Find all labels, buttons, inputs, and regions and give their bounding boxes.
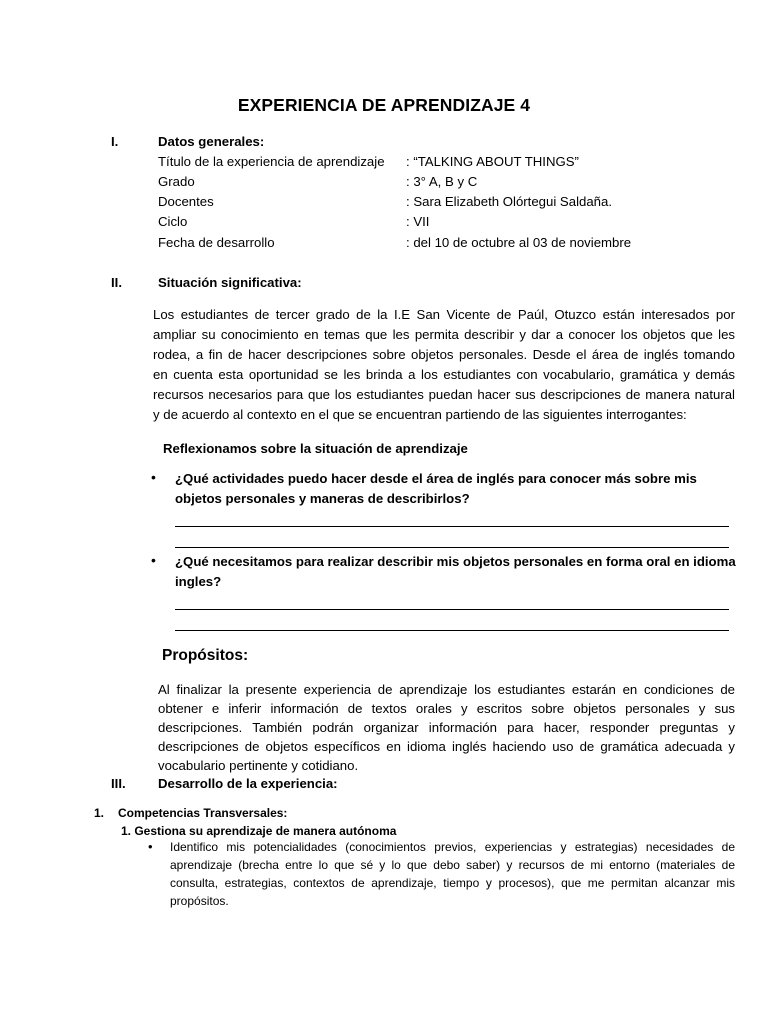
purposes-paragraph bbox=[158, 680, 735, 775]
section-3-numeral: III. bbox=[111, 776, 126, 791]
field-label-title: Título de la experiencia de aprendizaje bbox=[158, 154, 385, 169]
question-2-line-2: ingles? bbox=[175, 574, 222, 589]
paragraph-line: Identifico mis potencialidades (conocimientos previos, experiencias y estrategias) necesidades de bbox=[170, 840, 735, 854]
field-label-dates: Fecha de desarrollo bbox=[158, 235, 275, 250]
situation-paragraph bbox=[153, 305, 735, 425]
page-title: EXPERIENCIA DE APRENDIZAJE 4 bbox=[237, 95, 531, 115]
paragraph-line: consulta, estrategias, contextos de aprendizaje, tiempo y procesos), que me permitan alcanzar mis bbox=[170, 876, 735, 890]
reflection-heading: Reflexionamos sobre la situación de aprendizaje bbox=[163, 441, 468, 456]
field-label-teachers: Docentes bbox=[158, 194, 214, 209]
section-1-heading: Datos generales: bbox=[158, 134, 265, 149]
paragraph-line: en cuenta esta oportunidad se les brinda a los estudiantes con vocabulario, gramática y demás bbox=[153, 367, 735, 382]
competencies-number: 1. bbox=[94, 806, 105, 820]
paragraph-line: rodea, a fin de hacer descripciones sobre objetos personales. Desde el área de inglés tomando bbox=[153, 347, 735, 362]
paragraph-line: descripciones. También podrán organizar información para hacer, responder preguntas y bbox=[158, 720, 735, 735]
answer-line bbox=[175, 630, 729, 631]
question-1-line-1: ¿Qué actividades puedo hacer desde el área de inglés para conocer más sobre mis bbox=[175, 471, 697, 486]
competency-subheading: 1. Gestiona su aprendizaje de manera autónoma bbox=[121, 824, 397, 838]
paragraph-line: ampliar su conocimiento en temas que les permita describir y dar a conocer los objetos que les bbox=[153, 327, 735, 342]
question-1-line-2: objetos personales y maneras de describirlos? bbox=[175, 491, 470, 506]
competencies-heading: Competencias Transversales: bbox=[118, 806, 288, 820]
section-1-numeral: I. bbox=[111, 134, 119, 149]
answer-line bbox=[175, 547, 729, 548]
bullet-icon: • bbox=[151, 469, 156, 485]
field-value-teachers: : Sara Elizabeth Olórtegui Saldaña. bbox=[406, 194, 612, 209]
paragraph-line: aprendizaje (brecha entre lo que sé y lo que debo saber) y recursos de mi entorno (materiales de bbox=[170, 858, 735, 872]
paragraph-line: recursos necesarios para que los estudiantes puedan hacer sus descripciones de manera natural bbox=[153, 387, 735, 402]
field-value-grade: : 3° A, B y C bbox=[406, 174, 478, 189]
competency-bullet-text bbox=[170, 838, 735, 910]
answer-line bbox=[175, 526, 729, 527]
paragraph-line: obtener e inferir información de textos orales y escritos sobre objetos personales y sus bbox=[158, 701, 735, 716]
section-2-numeral: II. bbox=[111, 275, 122, 290]
field-label-cycle: Ciclo bbox=[158, 214, 188, 229]
section-2-heading: Situación significativa: bbox=[158, 275, 302, 290]
paragraph-line: propósitos. bbox=[170, 894, 229, 908]
purposes-heading: Propósitos: bbox=[162, 647, 249, 664]
paragraph-line: vocabulario pertinente y cotidiano. bbox=[158, 758, 359, 773]
bullet-icon: • bbox=[151, 552, 156, 568]
paragraph-line: Al finalizar la presente experiencia de aprendizaje los estudiantes estarán en condiciones de bbox=[158, 682, 735, 697]
field-label-grade: Grado bbox=[158, 174, 195, 189]
field-value-cycle: : VII bbox=[406, 214, 430, 229]
bullet-icon: • bbox=[148, 839, 153, 854]
paragraph-line: Los estudiantes de tercer grado de la I.E San Vicente de Paúl, Otuzco están interesados por bbox=[153, 307, 735, 322]
section-3-heading: Desarrollo de la experiencia: bbox=[158, 776, 338, 791]
answer-line bbox=[175, 609, 729, 610]
question-2-line-1: ¿Qué necesitamos para realizar describir mis objetos personales en forma oral en idioma bbox=[175, 554, 736, 569]
paragraph-line: y de acuerdo al contexto en el que se encuentran partiendo de las siguientes interrogantes: bbox=[153, 407, 687, 422]
field-value-dates: : del 10 de octubre al 03 de noviembre bbox=[406, 235, 632, 250]
field-value-title: : “TALKING ABOUT THINGS” bbox=[406, 154, 579, 169]
paragraph-line: descripciones de objetos específicos en idioma inglés haciendo uso de gramática adecuada y bbox=[158, 739, 735, 754]
